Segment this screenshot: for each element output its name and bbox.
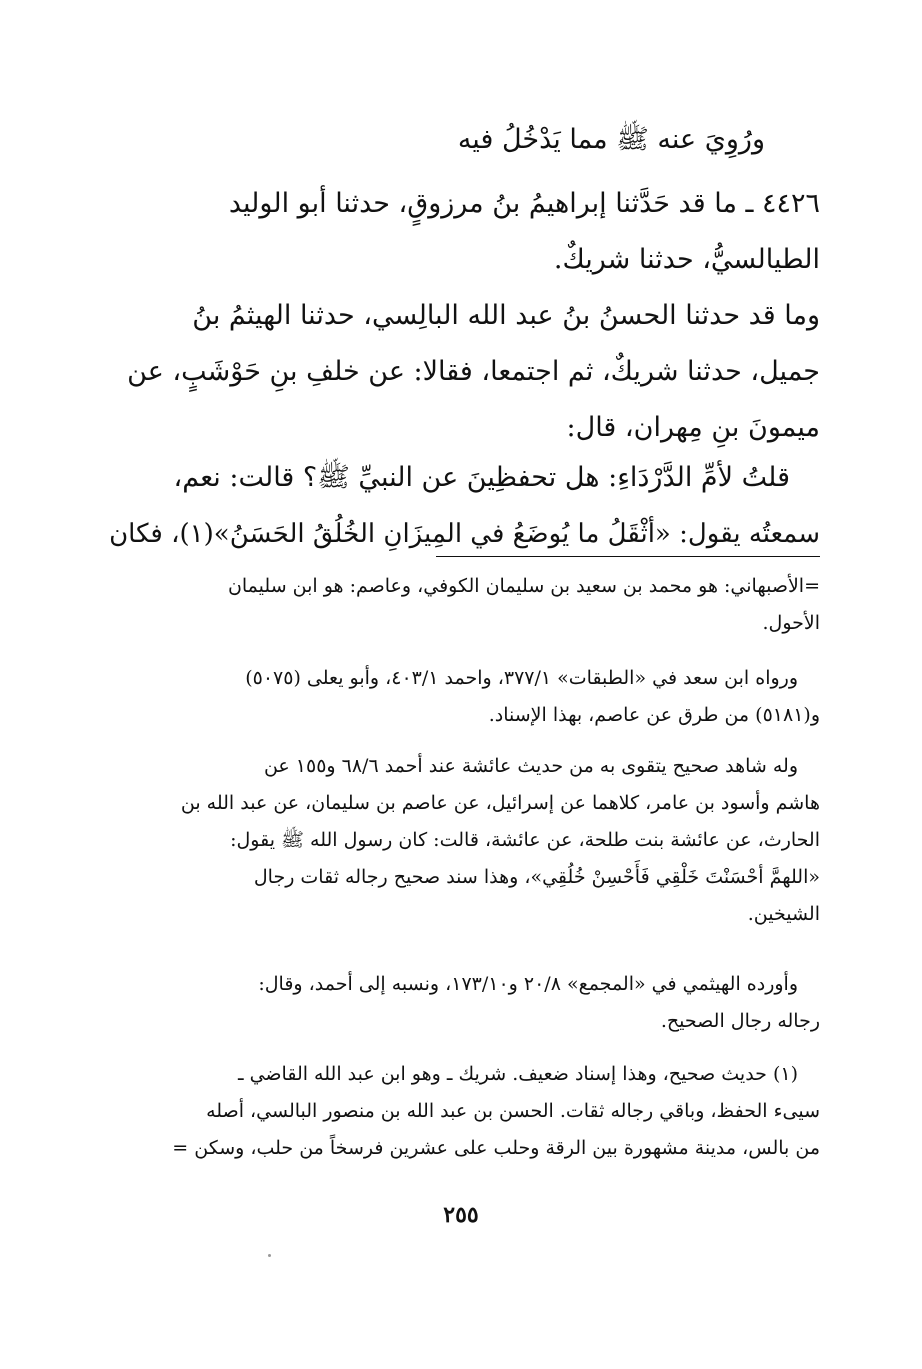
page-number: ٢٥٥ bbox=[443, 1202, 479, 1228]
footnote-1-line-3: من بالس، مدينة مشهورة بين الرقة وحلب على عشرين فرسخاً من حلب، وسكن = bbox=[172, 1137, 820, 1159]
footnote-shahid-line-5: الشيخين. bbox=[747, 903, 820, 925]
footnote-shahid-line-3: الحارث، عن عائشة بنت طلحة، عن عائشة، قالت: كان رسول الله ﷺ يقول: bbox=[230, 829, 820, 851]
footnote-1-line-2: سيىء الحفظ، وباقي رجاله ثقات. الحسن بن عبد الله بن منصور البالسي، أصله bbox=[206, 1100, 820, 1122]
footnote-haythami-line-2: رجاله رجال الصحيح. bbox=[660, 1010, 820, 1032]
footnote-shahid-line-2: هاشم وأسود بن عامر، كلاهما عن إسرائيل، عن عاصم بن سليمان، عن عبد الله بن bbox=[180, 792, 820, 814]
hadith-4426 bbox=[108, 176, 820, 288]
matn-line-1: قلتُ لأمِّ الدَّرْدَاءِ: هل تحفظِينَ عن النبيِّ ﷺ؟ قالت: نعم، bbox=[173, 462, 790, 493]
isnad-line-1: وما قد حدثنا الحسنُ بنُ عبد الله البالِسي، حدثنا الهيثمُ بنُ bbox=[192, 300, 820, 331]
footnote-rawah-line-2: و(٥١٨١) من طرق عن عاصم، بهذا الإسناد. bbox=[488, 704, 820, 726]
footnote-divider bbox=[436, 556, 820, 557]
footnote-shahid-line-1: وله شاهد صحيح يتقوى به من حديث عائشة عند أحمد ٦٨/٦ و١٥٥ عن bbox=[263, 755, 798, 777]
heading-text: ورُوِيَ عنه ﷺ مما يَدْخُلُ فيه bbox=[457, 124, 765, 155]
footnote-shahid-line-4: «اللهمَّ أحْسَنْتَ خَلْقِي فَأَحْسِنْ خُلُقِي»، وهذا سند صحيح رجاله ثقات رجال bbox=[253, 866, 820, 888]
hadith-4426-line-1: ٤٤٢٦ ـ ما قد حَدَّثنا إبراهيمُ بنُ مرزوقٍ، حدثنا أبو الوليد bbox=[228, 188, 820, 219]
footnote-1 bbox=[108, 1056, 820, 1167]
footnote-shahid bbox=[108, 748, 820, 933]
matn-paragraph bbox=[108, 450, 820, 562]
footnote-rawah bbox=[108, 660, 820, 734]
scan-speck bbox=[268, 1254, 271, 1257]
footnote-haythami-line-1: وأورده الهيثمي في «المجمع» ٢٠/٨ و١٧٣/١٠، ونسبه إلى أحمد، وقال: bbox=[258, 973, 798, 995]
footnote-haythami bbox=[108, 966, 820, 1040]
footnote-continued-line-1: =الأصبهاني: هو محمد بن سعيد بن سليمان الكوفي، وعاصم: هو ابن سليمان bbox=[227, 575, 820, 597]
footnote-continued-line-2: الأحول. bbox=[762, 612, 820, 634]
footnote-1-line-1: (١) حديث صحيح، وهذا إسناد ضعيف. شريك ـ وهو ابن عبد الله القاضي ـ bbox=[237, 1063, 798, 1085]
chapter-heading bbox=[108, 112, 820, 168]
hadith-4426-line-2: الطيالسيُّ، حدثنا شريكٌ. bbox=[553, 244, 820, 275]
isnad-paragraph bbox=[108, 288, 820, 456]
isnad-line-2: جميل، حدثنا شريكٌ، ثم اجتمعا، فقالا: عن خلفِ بنِ حَوْشَبٍ، عن bbox=[127, 356, 820, 387]
matn-line-2: سمعتُه يقول: «أثْقَلُ ما يُوضَعُ في المِيزَانِ الخُلُقُ الحَسَنُ»(١)، فكان bbox=[109, 519, 820, 549]
isnad-line-3: ميمونَ بنِ مِهران، قال: bbox=[566, 412, 820, 443]
footnote-continued bbox=[108, 568, 820, 642]
footnote-rawah-line-1: ورواه ابن سعد في «الطبقات» ٣٧٧/١، واحمد ٤٠٣/١، وأبو يعلى (٥٠٧٥) bbox=[245, 667, 798, 689]
